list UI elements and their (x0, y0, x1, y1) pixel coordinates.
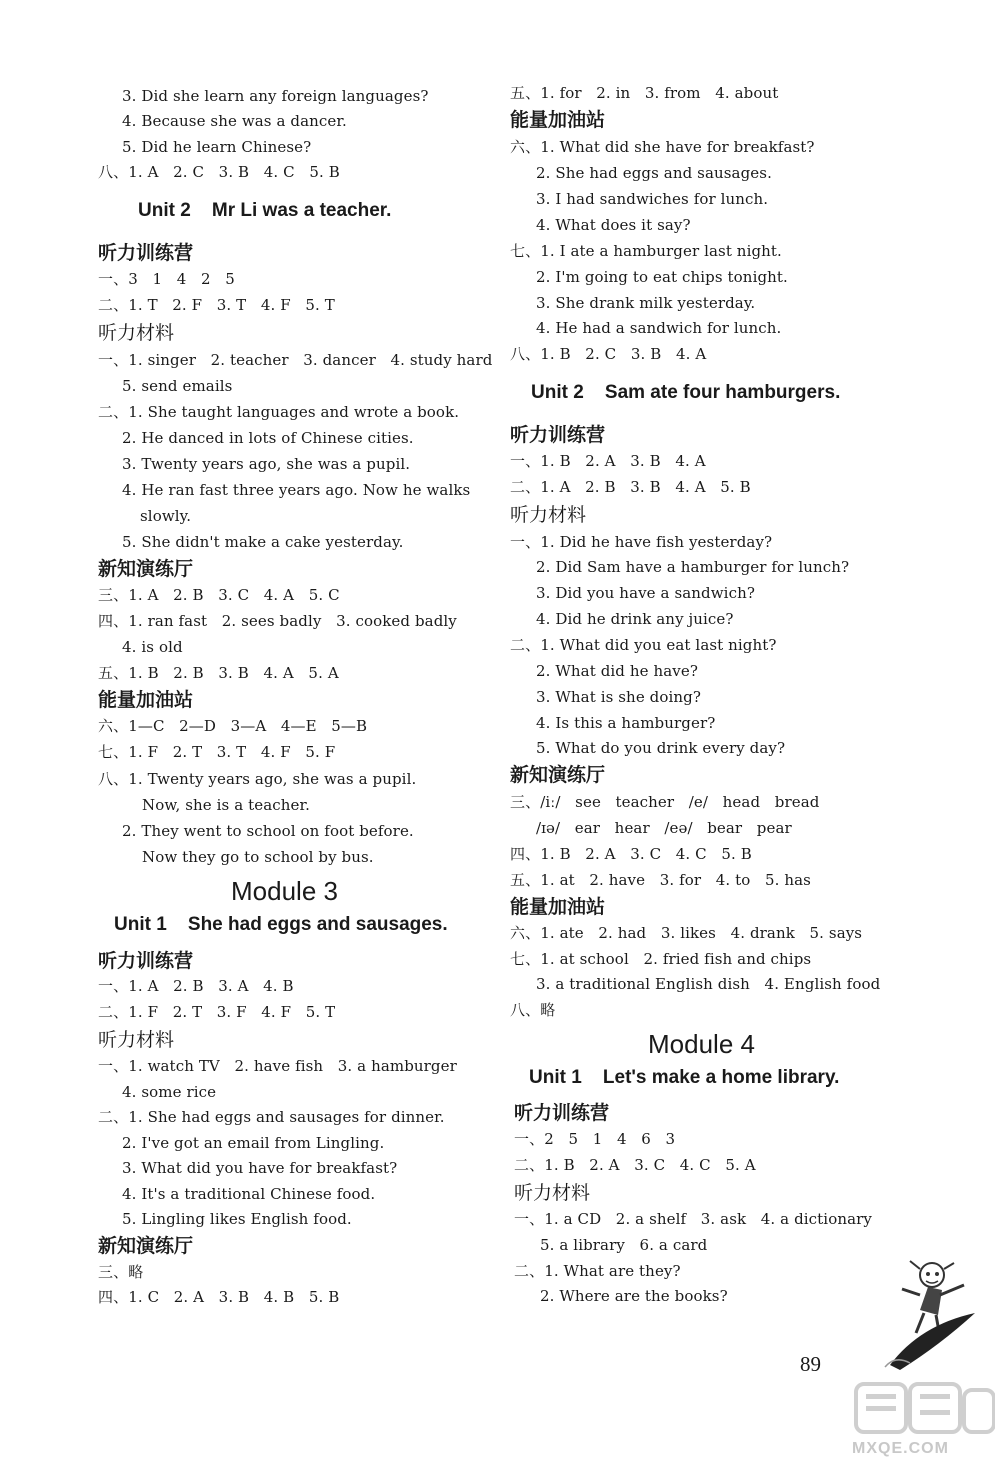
unit-title: Unit 2 Sam ate four hamburgers. (531, 382, 841, 403)
answer-line: 二、1. She had eggs and sausages for dinner. (98, 1108, 445, 1126)
answer-line: 二、1. B 2. A 3. C 4. C 5. A (514, 1156, 756, 1174)
answer-line: slowly. (140, 507, 192, 525)
watermark-text: MXQE.COM (852, 1440, 949, 1457)
answer-line: 3. I had sandwiches for lunch. (536, 190, 769, 208)
answer-line: 3. What is she doing? (536, 688, 701, 706)
section-heading: 能量加油站 (510, 896, 606, 918)
surfer-mascot-icon (880, 1255, 980, 1375)
page-number: 89 (800, 1352, 821, 1376)
answer-line: 2. Did Sam have a hamburger for lunch? (536, 558, 850, 576)
answer-line: 四、1. ran fast 2. sees badly 3. cooked badly (98, 612, 457, 630)
section-heading: 听力材料 (514, 1182, 591, 1204)
answer-line: 3. What did you have for breakfast? (122, 1159, 398, 1177)
answer-line: 一、2 5 1 4 6 3 (514, 1130, 676, 1148)
module-title: Module 3 (231, 876, 338, 906)
answer-line: Now, she is a teacher. (142, 796, 311, 814)
module-title: Module 4 (648, 1029, 755, 1059)
answer-line: 2. I've got an email from Lingling. (122, 1134, 385, 1152)
answer-line: 一、1. B 2. A 3. B 4. A (510, 452, 706, 470)
answer-line: 2. What did he have? (536, 662, 698, 680)
answer-line: 六、1—C 2—D 3—A 4—E 5—B (98, 717, 368, 735)
answer-line: Now they go to school by bus. (142, 848, 374, 866)
answer-line: 七、1. I ate a hamburger last night. (510, 242, 782, 260)
answer-line: 二、1. What are they? (514, 1262, 681, 1280)
answer-line: 5. She didn't make a cake yesterday. (122, 533, 404, 551)
answer-line: 八、1. Twenty years ago, she was a pupil. (98, 770, 417, 788)
answer-line: 4. Because she was a dancer. (122, 112, 347, 130)
answer-line: 五、1. for 2. in 3. from 4. about (510, 84, 779, 102)
section-heading: 能量加油站 (98, 689, 194, 711)
answer-line: 二、1. What did you eat last night? (510, 636, 777, 654)
answer-line: 5. send emails (122, 377, 233, 395)
answer-line: 八、1. B 2. C 3. B 4. A (510, 345, 707, 363)
answer-line: 一、1. A 2. B 3. A 4. B (98, 977, 294, 995)
answer-line: 二、1. A 2. B 3. B 4. A 5. B (510, 478, 751, 496)
answer-line: 四、1. C 2. A 3. B 4. B 5. B (98, 1288, 340, 1306)
answer-line: 4. Is this a hamburger? (536, 714, 716, 732)
section-heading: 听力训练营 (98, 950, 194, 972)
answer-line: 3. She drank milk yesterday. (536, 294, 756, 312)
answer-line: 二、1. She taught languages and wrote a book. (98, 403, 460, 421)
answer-line: 2. He danced in lots of Chinese cities. (122, 429, 414, 447)
section-heading: 新知演练厅 (98, 558, 194, 580)
answer-line: 5. What do you drink every day? (536, 739, 786, 757)
answer-line: 七、1. at school 2. fried fish and chips (510, 950, 812, 968)
answer-line: 4. some rice (122, 1083, 217, 1101)
answer-line: 二、1. T 2. F 3. T 4. F 5. T (98, 296, 335, 314)
answer-line: 三、略 (98, 1263, 144, 1281)
answer-line: 2. They went to school on foot before. (122, 822, 414, 840)
answer-line: 3. a traditional English dish 4. English food (536, 975, 881, 993)
answer-line: 4. He had a sandwich for lunch. (536, 319, 782, 337)
answer-line: 三、1. A 2. B 3. C 4. A 5. C (98, 586, 340, 604)
section-heading: 新知演练厅 (510, 764, 606, 786)
answer-line: 3. Did she learn any foreign languages? (122, 87, 429, 105)
answer-line: 六、1. What did she have for breakfast? (510, 138, 815, 156)
answer-line: 3. Twenty years ago, she was a pupil. (122, 455, 411, 473)
answer-line: 一、1. a CD 2. a shelf 3. ask 4. a dictionary (514, 1210, 872, 1228)
answer-line: 二、1. F 2. T 3. F 4. F 5. T (98, 1003, 336, 1021)
section-heading: 听力材料 (98, 1029, 175, 1051)
answer-line: 4. Did he drink any juice? (536, 610, 734, 628)
answer-line: 2. She had eggs and sausages. (536, 164, 772, 182)
answer-line: 一、3 1 4 2 5 (98, 270, 235, 288)
answer-line: 一、1. watch TV 2. have fish 3. a hamburger (98, 1057, 457, 1075)
answer-line: 三、/iː/ see teacher /e/ head bread (510, 793, 820, 811)
unit-title: Unit 2 Mr Li was a teacher. (138, 200, 392, 221)
answer-line: 2. I'm going to eat chips tonight. (536, 268, 788, 286)
section-heading: 能量加油站 (510, 109, 606, 131)
section-heading: 听力训练营 (514, 1102, 610, 1124)
answer-line: 五、1. at 2. have 3. for 4. to 5. has (510, 871, 811, 889)
answer-line: 一、1. singer 2. teacher 3. dancer 4. study hard (98, 351, 493, 369)
answer-line: 五、1. B 2. B 3. B 4. A 5. A (98, 664, 339, 682)
answer-line: 5. Lingling likes English food. (122, 1210, 352, 1228)
answer-line: 4. It's a traditional Chinese food. (122, 1185, 376, 1203)
section-heading: 听力材料 (510, 504, 587, 526)
section-heading: 听力训练营 (98, 242, 194, 264)
answer-line: 四、1. B 2. A 3. C 4. C 5. B (510, 845, 752, 863)
answer-line: 一、1. Did he have fish yesterday? (510, 533, 773, 551)
unit-title: Unit 1 She had eggs and sausages. (114, 914, 448, 935)
answer-line: 六、1. ate 2. had 3. likes 4. drank 5. says (510, 924, 863, 942)
unit-title: Unit 1 Let's make a home library. (529, 1067, 840, 1088)
answer-line: 八、1. A 2. C 3. B 4. C 5. B (98, 163, 340, 181)
section-heading: 新知演练厅 (98, 1235, 194, 1257)
answer-line: 5. Did he learn Chinese? (122, 138, 312, 156)
answer-line: 八、略 (510, 1001, 556, 1019)
answer-line: 2. Where are the books? (540, 1287, 728, 1305)
section-heading: 听力训练营 (510, 424, 606, 446)
answer-line: /ɪə/ ear hear /eə/ bear pear (536, 819, 792, 837)
answer-line: 七、1. F 2. T 3. T 4. F 5. F (98, 743, 336, 761)
answer-line: 3. Did you have a sandwich? (536, 584, 755, 602)
answer-line: 5. a library 6. a card (540, 1236, 708, 1254)
answer-line: 4. What does it say? (536, 216, 691, 234)
section-heading: 听力材料 (98, 322, 175, 344)
answer-line: 4. He ran fast three years ago. Now he walks (122, 481, 471, 499)
answer-line: 4. is old (122, 638, 183, 656)
